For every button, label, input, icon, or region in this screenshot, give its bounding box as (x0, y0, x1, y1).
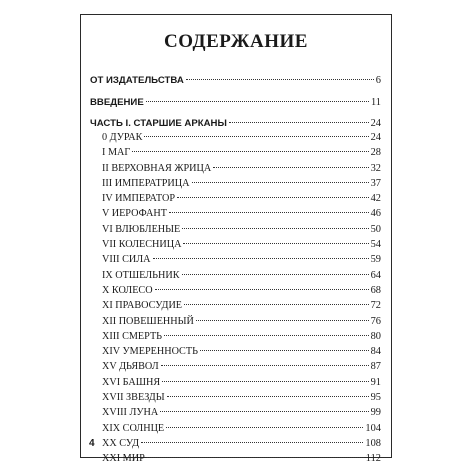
toc-list-item (90, 147, 381, 162)
toc-item-page: 24 (370, 132, 381, 143)
toc-item-label: XVI БАШНЯ (102, 376, 161, 388)
toc-item-page: 99 (370, 407, 381, 419)
toc-entry-introduction (90, 97, 381, 111)
toc-list-item (90, 270, 381, 285)
toc-arcana-list (90, 132, 381, 469)
toc-list-item (90, 316, 381, 331)
toc-list-item (90, 300, 381, 315)
dot-leader (186, 79, 374, 80)
dot-leader (182, 228, 368, 229)
toc-item-page: 108 (365, 437, 381, 449)
toc-item-page: 42 (370, 193, 381, 205)
dot-leader (147, 457, 364, 458)
toc-item-label: XIX СОЛНЦЕ (102, 422, 165, 434)
toc-list-item (90, 163, 381, 178)
toc-list-item (90, 178, 381, 193)
toc-item-page: 112 (365, 453, 381, 465)
dot-leader (183, 243, 368, 244)
toc-list-item (90, 331, 381, 346)
toc-item-page: 32 (370, 162, 381, 174)
dot-leader (144, 136, 368, 137)
toc-item-page: 68 (370, 284, 381, 296)
book-page (80, 14, 392, 465)
toc-list-item (90, 392, 381, 407)
dot-leader (196, 320, 369, 321)
dot-leader (141, 442, 363, 443)
toc-list-item (90, 453, 381, 468)
toc-item-page: 76 (370, 315, 381, 327)
toc-item-page: 64 (370, 269, 381, 281)
toc-list-item (90, 377, 381, 392)
toc-part-heading (90, 118, 381, 132)
toc-item-page: 87 (370, 361, 381, 373)
dot-leader (161, 365, 369, 366)
dot-leader (184, 304, 369, 305)
toc-item-label: IV ИМПЕРАТОР (102, 193, 176, 205)
toc-entry-page: 6 (375, 75, 381, 86)
toc-list-item (90, 346, 381, 361)
toc-item-label: V ИЕРОФАНТ (102, 208, 167, 220)
toc-item-page: 50 (370, 223, 381, 235)
toc-item-label: XVIII ЛУНА (102, 407, 159, 419)
toc-list-item (90, 224, 381, 239)
toc-entry-publisher (90, 75, 381, 89)
toc-list-item (90, 285, 381, 300)
page-title: СОДЕРЖАНИЕ (164, 31, 308, 52)
toc-list-item (90, 361, 381, 376)
toc-item-label: III ИМПЕРАТРИЦА (102, 177, 190, 189)
toc-item-label: X КОЛЕСО (102, 284, 153, 296)
toc-item-page: 37 (370, 177, 381, 189)
toc-item-label: XIV УМЕРЕННОСТЬ (102, 346, 198, 358)
toc-item-page: 91 (370, 376, 381, 388)
toc-item-page: 84 (370, 346, 381, 358)
table-of-contents (90, 75, 381, 469)
toc-item-label: VII КОЛЕСНИЦА (102, 239, 182, 251)
toc-item-label: XIII СМЕРТЬ (102, 330, 163, 342)
toc-item-page: 59 (370, 254, 381, 266)
toc-list-item (90, 407, 381, 422)
toc-item-page: 80 (370, 330, 381, 342)
page-number: 4 (89, 438, 95, 449)
dot-leader (132, 151, 368, 152)
toc-list-item (90, 208, 381, 223)
dot-leader (213, 167, 368, 168)
toc-item-label: XV ДЬЯВОЛ (102, 361, 159, 373)
toc-list-item (90, 254, 381, 269)
toc-entry-page: 11 (370, 97, 381, 108)
toc-item-label: VIII СИЛА (102, 254, 151, 266)
toc-list-item (90, 423, 381, 438)
toc-item-label: XVII ЗВЕЗДЫ (102, 392, 165, 404)
toc-item-page: 95 (370, 392, 381, 404)
toc-part-label: ЧАСТЬ I. СТАРШИЕ АРКАНЫ (90, 118, 227, 129)
dot-leader (229, 122, 369, 123)
dot-leader (192, 182, 369, 183)
dot-leader (153, 258, 369, 259)
dot-leader (160, 411, 368, 412)
toc-list-item (90, 438, 381, 453)
dot-leader (164, 335, 369, 336)
dot-leader (146, 101, 369, 102)
toc-item-label: I МАГ (102, 147, 131, 159)
dot-leader (177, 197, 369, 198)
toc-item-page: 72 (370, 300, 381, 312)
toc-item-page: 28 (370, 147, 381, 159)
dot-leader (155, 289, 369, 290)
toc-item-label: XII ПОВЕШЕННЫЙ (102, 315, 194, 327)
toc-list-item (90, 132, 381, 147)
toc-item-label: XXI МИР (102, 453, 145, 465)
toc-item-label: 0 ДУРАК (102, 132, 143, 143)
dot-leader (162, 381, 368, 382)
dot-leader (169, 212, 369, 213)
toc-item-page: 104 (365, 422, 381, 434)
toc-item-label: XX СУД (102, 437, 140, 449)
toc-item-label: XI ПРАВОСУДИЕ (102, 300, 183, 312)
toc-entry-label: ВВЕДЕНИЕ (90, 97, 144, 108)
toc-part-page: 24 (370, 118, 381, 129)
toc-item-label: II ВЕРХОВНАЯ ЖРИЦА (102, 162, 212, 174)
toc-item-label: VI ВЛЮБЛЕНЫЕ (102, 223, 181, 235)
dot-leader (200, 350, 369, 351)
toc-item-page: 54 (370, 239, 381, 251)
toc-item-label: IX ОТШЕЛЬНИК (102, 269, 180, 281)
toc-entry-label: ОТ ИЗДАТЕЛЬСТВА (90, 75, 184, 86)
toc-list-item (90, 239, 381, 254)
toc-item-page: 46 (370, 208, 381, 220)
dot-leader (182, 274, 369, 275)
dot-leader (167, 396, 369, 397)
toc-list-item (90, 193, 381, 208)
dot-leader (166, 427, 363, 428)
